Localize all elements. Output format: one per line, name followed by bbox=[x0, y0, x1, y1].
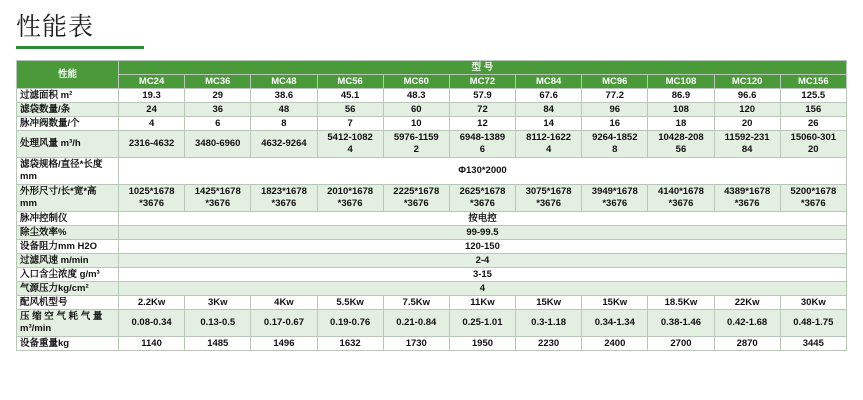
row-label: 外形尺寸/长*宽*高 mm bbox=[17, 185, 119, 212]
table-cell: 19.3 bbox=[119, 89, 185, 103]
table-cell: 2625*1678 *3676 bbox=[449, 185, 515, 212]
table-cell: 30Kw bbox=[780, 296, 846, 310]
table-cell: 11592-231 84 bbox=[714, 131, 780, 158]
table-cell: 0.42-1.68 bbox=[714, 310, 780, 337]
header-perf-label: 性能 bbox=[17, 61, 119, 89]
model-header-cell: MC24 bbox=[119, 75, 185, 89]
table-row bbox=[17, 240, 847, 254]
row-label: 滤袋规格/直径*长度 mm bbox=[17, 158, 119, 185]
table-cell: 0.17-0.67 bbox=[251, 310, 317, 337]
row-value-span: Φ130*2000 bbox=[119, 158, 847, 185]
table-cell: 15Kw bbox=[582, 296, 648, 310]
table-cell: 10428-208 56 bbox=[648, 131, 714, 158]
table-row bbox=[17, 131, 847, 158]
table-cell: 5.5Kw bbox=[317, 296, 383, 310]
table-cell: 2225*1678 *3676 bbox=[383, 185, 449, 212]
table-cell: 108 bbox=[648, 103, 714, 117]
table-row bbox=[17, 158, 847, 185]
table-cell: 57.9 bbox=[449, 89, 515, 103]
row-label: 脉冲阀数量/个 bbox=[17, 117, 119, 131]
row-value-span: 3-15 bbox=[119, 268, 847, 282]
model-header-cell: MC72 bbox=[449, 75, 515, 89]
table-cell: 16 bbox=[582, 117, 648, 131]
model-header-cell: MC48 bbox=[251, 75, 317, 89]
table-cell: 8 bbox=[251, 117, 317, 131]
table-cell: 5976-1159 2 bbox=[383, 131, 449, 158]
row-label: 入口含尘浓度 g/m³ bbox=[17, 268, 119, 282]
row-label: 处理风量 m³/h bbox=[17, 131, 119, 158]
table-row bbox=[17, 282, 847, 296]
table-cell: 4140*1678 *3676 bbox=[648, 185, 714, 212]
table-cell: 2700 bbox=[648, 337, 714, 351]
table-cell: 1950 bbox=[449, 337, 515, 351]
table-row bbox=[17, 89, 847, 103]
table-cell: 11Kw bbox=[449, 296, 515, 310]
table-row bbox=[17, 117, 847, 131]
table-cell: 0.08-0.34 bbox=[119, 310, 185, 337]
table-row bbox=[17, 310, 847, 337]
table-cell: 6948-1389 6 bbox=[449, 131, 515, 158]
table-row bbox=[17, 268, 847, 282]
table-cell: 3445 bbox=[780, 337, 846, 351]
row-label: 压 缩 空 气 耗 气 量 m³/min bbox=[17, 310, 119, 337]
table-cell: 6 bbox=[185, 117, 251, 131]
row-label: 配风机型号 bbox=[17, 296, 119, 310]
table-cell: 36 bbox=[185, 103, 251, 117]
table-row bbox=[17, 103, 847, 117]
table-cell: 4 bbox=[119, 117, 185, 131]
table-row bbox=[17, 296, 847, 310]
table-cell: 0.3-1.18 bbox=[516, 310, 582, 337]
table-cell: 120 bbox=[714, 103, 780, 117]
table-cell: 67.6 bbox=[516, 89, 582, 103]
table-cell: 0.13-0.5 bbox=[185, 310, 251, 337]
table-cell: 2870 bbox=[714, 337, 780, 351]
model-header-cell: MC36 bbox=[185, 75, 251, 89]
table-cell: 7 bbox=[317, 117, 383, 131]
table-cell: 60 bbox=[383, 103, 449, 117]
table-cell: 72 bbox=[449, 103, 515, 117]
table-cell: 1425*1678 *3676 bbox=[185, 185, 251, 212]
table-cell: 4389*1678 *3676 bbox=[714, 185, 780, 212]
table-cell: 20 bbox=[714, 117, 780, 131]
row-label: 气源压力kg/cm² bbox=[17, 282, 119, 296]
table-cell: 0.34-1.34 bbox=[582, 310, 648, 337]
table-cell: 22Kw bbox=[714, 296, 780, 310]
table-cell: 1823*1678 *3676 bbox=[251, 185, 317, 212]
table-cell: 86.9 bbox=[648, 89, 714, 103]
row-label: 滤袋数量/条 bbox=[17, 103, 119, 117]
table-cell: 0.48-1.75 bbox=[780, 310, 846, 337]
title-underline bbox=[16, 46, 144, 49]
table-cell: 3949*1678 *3676 bbox=[582, 185, 648, 212]
table-cell: 156 bbox=[780, 103, 846, 117]
performance-table bbox=[16, 60, 847, 351]
table-cell: 125.5 bbox=[780, 89, 846, 103]
table-row bbox=[17, 185, 847, 212]
table-cell: 7.5Kw bbox=[383, 296, 449, 310]
row-value-span: 120-150 bbox=[119, 240, 847, 254]
row-value-span: 99-99.5 bbox=[119, 226, 847, 240]
table-cell: 2316-4632 bbox=[119, 131, 185, 158]
model-header-cell: MC108 bbox=[648, 75, 714, 89]
table-cell: 15Kw bbox=[516, 296, 582, 310]
model-header-cell: MC96 bbox=[582, 75, 648, 89]
row-value-span: 2-4 bbox=[119, 254, 847, 268]
table-cell: 5412-1082 4 bbox=[317, 131, 383, 158]
table-cell: 14 bbox=[516, 117, 582, 131]
page-title: 性能表 bbox=[16, 13, 95, 41]
table-cell: 4632-9264 bbox=[251, 131, 317, 158]
table-cell: 12 bbox=[449, 117, 515, 131]
table-cell: 56 bbox=[317, 103, 383, 117]
table-cell: 18 bbox=[648, 117, 714, 131]
table-row bbox=[17, 212, 847, 226]
table-cell: 29 bbox=[185, 89, 251, 103]
table-cell: 18.5Kw bbox=[648, 296, 714, 310]
table-header-row-1 bbox=[17, 61, 847, 75]
model-header-cell: MC56 bbox=[317, 75, 383, 89]
table-cell: 2400 bbox=[582, 337, 648, 351]
table-cell: 84 bbox=[516, 103, 582, 117]
table-cell: 0.21-0.84 bbox=[383, 310, 449, 337]
table-cell: 1140 bbox=[119, 337, 185, 351]
row-label: 过滤面积 m² bbox=[17, 89, 119, 103]
table-cell: 3Kw bbox=[185, 296, 251, 310]
table-cell: 4Kw bbox=[251, 296, 317, 310]
table-cell: 3480-6960 bbox=[185, 131, 251, 158]
row-value-span: 4 bbox=[119, 282, 847, 296]
header-model-label: 型 号 bbox=[119, 61, 847, 75]
row-label: 设备阻力mm H2O bbox=[17, 240, 119, 254]
table-row bbox=[17, 226, 847, 240]
table-cell: 48.3 bbox=[383, 89, 449, 103]
row-label: 脉冲控制仪 bbox=[17, 212, 119, 226]
table-cell: 5200*1678 *3676 bbox=[780, 185, 846, 212]
table-cell: 0.19-0.76 bbox=[317, 310, 383, 337]
row-label: 过滤风速 m/min bbox=[17, 254, 119, 268]
table-cell: 96.6 bbox=[714, 89, 780, 103]
row-value-span: 按电控 bbox=[119, 212, 847, 226]
table-cell: 9264-1852 8 bbox=[582, 131, 648, 158]
table-cell: 48 bbox=[251, 103, 317, 117]
page-title-block bbox=[16, 12, 94, 42]
table-row bbox=[17, 254, 847, 268]
table-cell: 2010*1678 *3676 bbox=[317, 185, 383, 212]
model-header-cell: MC120 bbox=[714, 75, 780, 89]
table-cell: 24 bbox=[119, 103, 185, 117]
row-label: 设备重量kg bbox=[17, 337, 119, 351]
table-cell: 0.25-1.01 bbox=[449, 310, 515, 337]
table-cell: 26 bbox=[780, 117, 846, 131]
table-cell: 0.38-1.46 bbox=[648, 310, 714, 337]
model-header-cell: MC84 bbox=[516, 75, 582, 89]
table-cell: 38.6 bbox=[251, 89, 317, 103]
table-row bbox=[17, 337, 847, 351]
table-cell: 45.1 bbox=[317, 89, 383, 103]
table-cell: 2230 bbox=[516, 337, 582, 351]
model-header-cell: MC60 bbox=[383, 75, 449, 89]
model-header-cell: MC156 bbox=[780, 75, 846, 89]
table-cell: 15060-301 20 bbox=[780, 131, 846, 158]
table-cell: 96 bbox=[582, 103, 648, 117]
table-cell: 8112-1622 4 bbox=[516, 131, 582, 158]
table-cell: 77.2 bbox=[582, 89, 648, 103]
table-cell: 1025*1678 *3676 bbox=[119, 185, 185, 212]
table-cell: 2.2Kw bbox=[119, 296, 185, 310]
table-cell: 1485 bbox=[185, 337, 251, 351]
table-cell: 1730 bbox=[383, 337, 449, 351]
table-cell: 1496 bbox=[251, 337, 317, 351]
table-cell: 10 bbox=[383, 117, 449, 131]
table-cell: 1632 bbox=[317, 337, 383, 351]
row-label: 除尘效率% bbox=[17, 226, 119, 240]
table-cell: 3075*1678 *3676 bbox=[516, 185, 582, 212]
table-header-row-2 bbox=[17, 75, 847, 89]
